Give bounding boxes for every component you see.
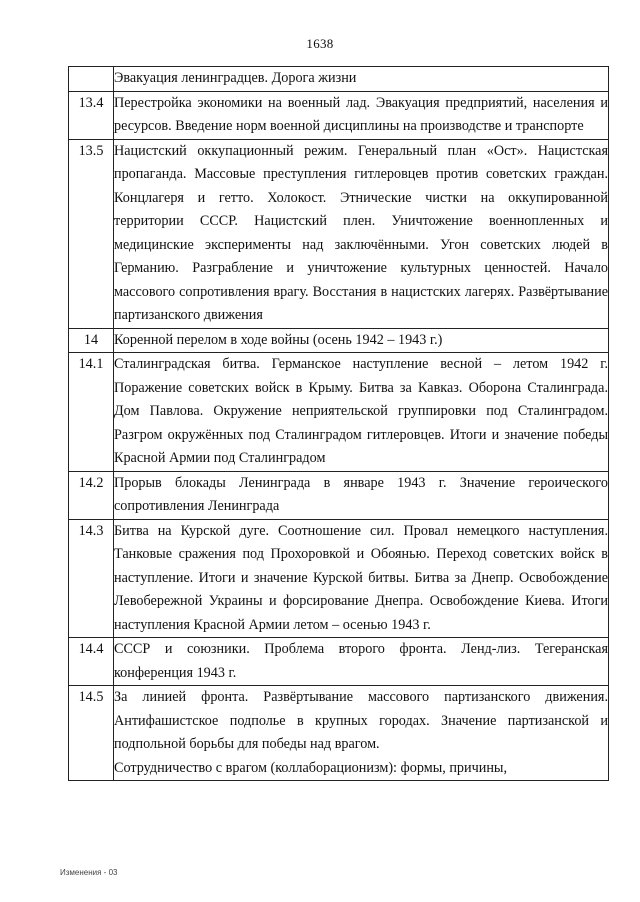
topic-description <box>114 638 609 686</box>
topic-number <box>69 67 114 92</box>
topic-description <box>114 91 609 139</box>
table-row <box>69 67 609 92</box>
table-row <box>69 471 609 519</box>
topic-number: 14.4 <box>69 638 114 686</box>
topic-number: 14.3 <box>69 519 114 638</box>
footer-revision-note: Изменения - 03 <box>60 868 118 877</box>
topic-number: 14 <box>69 328 114 353</box>
topic-paragraph: Перестройка экономики на военный лад. Эвакуация предприятий, населения и ресурсов. Введение норм военной дисциплины на производстве и транспорте <box>114 94 608 134</box>
topic-description <box>114 67 609 92</box>
topics-table-body <box>69 67 609 781</box>
table-row <box>69 638 609 686</box>
topic-paragraph: За линией фронта. Развёртывание массового партизанского движения. Антифашистское подполье в крупных городах. Значение партизанской и подпольной борьбы для победы над врагом. <box>114 689 608 752</box>
topic-description <box>114 686 609 781</box>
table-row <box>69 91 609 139</box>
topic-number: 14.1 <box>69 353 114 472</box>
topic-paragraph: Прорыв блокады Ленинграда в январе 1943 г. Значение героического сопротивления Ленинграда <box>114 474 608 514</box>
table-row <box>69 686 609 781</box>
topic-description <box>114 139 609 328</box>
topic-description <box>114 353 609 472</box>
table-row <box>69 519 609 638</box>
topic-description <box>114 519 609 638</box>
table-row <box>69 353 609 472</box>
topic-paragraph: Сталинградская битва. Германское наступление весной – летом 1942 г. Поражение советских войск в Крыму. Битва за Кавказ. Оборона Сталинграда. Дом Павлова. Окружение неприятельской группировки под Сталинградом. Разгром окружённых под Сталинградом гитлеровцев. Итоги и значение победы Красной Армии под Сталинградом <box>114 356 608 466</box>
topic-paragraph: Коренной перелом в ходе войны (осень 1942 – 1943 г.) <box>114 331 443 348</box>
topic-description <box>114 471 609 519</box>
topic-number: 13.4 <box>69 91 114 139</box>
topic-number: 13.5 <box>69 139 114 328</box>
topic-description <box>114 328 609 353</box>
table-row <box>69 139 609 328</box>
topic-paragraph: СССР и союзники. Проблема второго фронта. Ленд-лиз. Тегеранская конференция 1943 г. <box>114 641 608 681</box>
table-row <box>69 328 609 353</box>
topic-paragraph: Битва на Курской дуге. Соотношение сил. Провал немецкого наступления. Танковые сражения под Прохоровкой и Обоянью. Переход советских войск в наступление. Итоги и значение Курской битвы. Битва за Днепр. Освобождение Левобережной Украины и форсирование Днепра. Освобождение Киева. Итоги наступления Красной Армии летом – осенью 1943 г. <box>114 522 608 633</box>
topic-number: 14.2 <box>69 471 114 519</box>
topic-number: 14.5 <box>69 686 114 781</box>
topic-paragraph: Эвакуация ленинградцев. Дорога жизни <box>114 70 357 86</box>
topic-paragraph: Сотрудничество с врагом (коллаборационизм): формы, причины, <box>114 759 507 776</box>
page-number: 1638 <box>306 36 334 51</box>
topic-paragraph: Нацистский оккупационный режим. Генеральный план «Ост». Нацистская пропаганда. Массовые преступления гитлеровцев против советских граждан. Концлагеря и гетто. Холокост. Этнические чистки на оккупированной территории СССР. Нацистский плен. Уничтожение военнопленных и медицинские эксперименты над заключёнными. Угон советских людей в Германию. Разграбление и уничтожение культурных ценностей. Начало массового сопротивления врагу. Восстания в нацистских лагерях. Развёртывание партизанского движения <box>114 142 608 323</box>
topics-table <box>68 66 609 781</box>
